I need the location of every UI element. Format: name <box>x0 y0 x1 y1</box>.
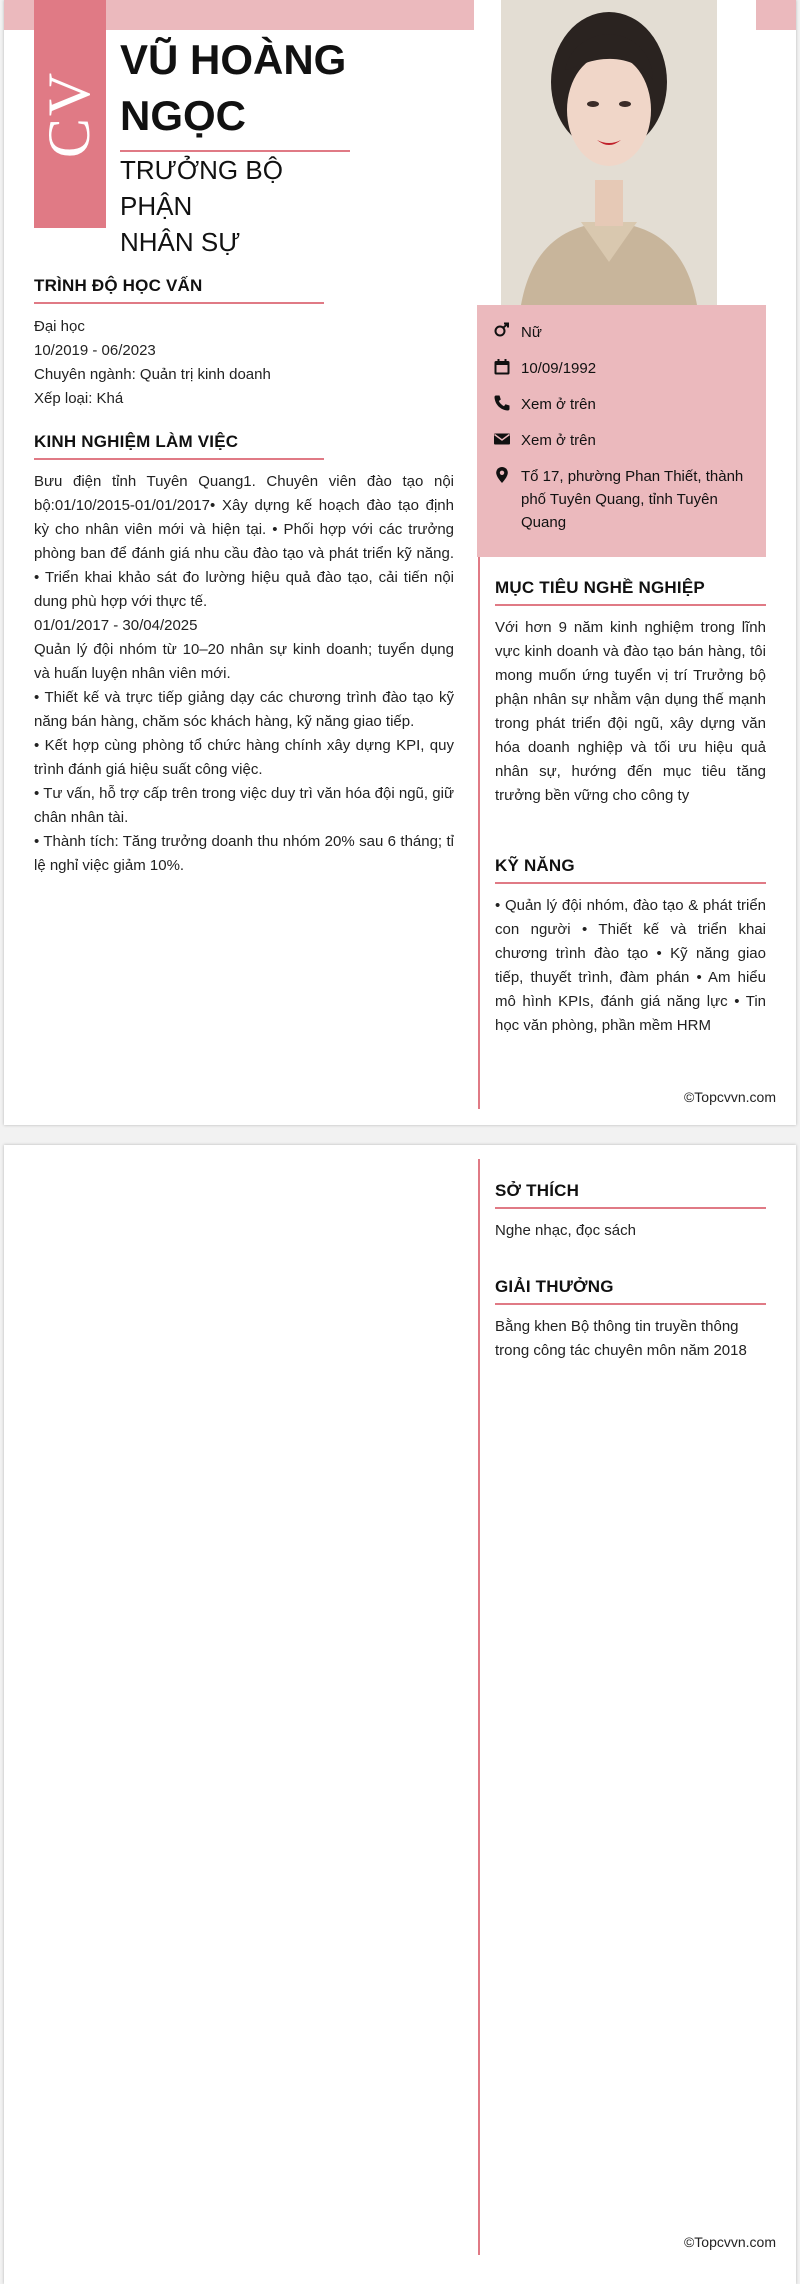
job-title: TRƯỞNG BỘ PHẬN NHÂN SỰ <box>120 155 283 257</box>
calendar-icon <box>493 358 511 376</box>
sidebar-divider-page2 <box>478 1159 480 2255</box>
candidate-name: VŨ HOÀNG NGỌC <box>120 36 347 139</box>
cv-badge-label: CV <box>36 70 103 158</box>
objective-divider <box>495 604 766 606</box>
education-title: TRÌNH ĐỘ HỌC VẤN <box>34 276 203 295</box>
cv-page-1 <box>4 0 796 1125</box>
experience-title: KINH NGHIỆM LÀM VIỆC <box>34 432 239 451</box>
contact-birthday: 10/09/1992 <box>493 357 751 380</box>
objective-title: MỤC TIÊU NGHỀ NGHIỆP <box>495 578 705 597</box>
sidebar-divider <box>478 557 480 1109</box>
footer-credit: ©Topcvvn.com <box>683 1089 776 1105</box>
education-content: Đại học 10/2019 - 06/2023 Chuyên ngành: Quản trị kinh doanh Xếp loại: Khá <box>34 318 271 407</box>
contact-box <box>477 305 766 557</box>
contact-address: Tổ 17, phường Phan Thiết, thành phố Tuyên Quang, tỉnh Tuyên Quang <box>493 465 751 534</box>
map-pin-icon <box>493 466 511 484</box>
gender-icon <box>493 322 511 340</box>
cv-badge <box>34 0 106 228</box>
contact-email: Xem ở trên <box>493 429 751 452</box>
objective-text: Với hơn 9 năm kinh nghiệm trong lĩnh vực kinh doanh và đào tạo bán hàng, tôi mong muốn ứng tuyển vị trí Trưởng bộ phận nhân sự nhằm vận dụng thế mạnh trong phát triển đội ngũ, xây dựng văn hóa doanh nghiệp và tối ưu hiệu quả nhân sự, hướng đến mục tiêu tăng trưởng bền vững cho công ty <box>495 619 766 804</box>
hobbies-title: SỞ THÍCH <box>495 1181 580 1200</box>
envelope-icon <box>493 430 511 448</box>
experience-content: Bưu điện tỉnh Tuyên Quang1. Chuyên viên đào tạo nội bộ:01/10/2015-01/01/2017• Xây dựng kế hoạch đào tạo định kỳ cho nhân viên mới và hiện tại. • Phối hợp với các trưởng phòng ban để đánh giá nhu cầu đào tạo và phát triển kỹ năng. • Triển khai khảo sát đo lường hiệu quả đào tạo, cải tiến nội dung phù hợp với thực tế. 01/01/2017 - 30/04/2025 Quản lý đội nhóm từ 10–20 nhân sự kinh doanh; tuyển dụng và huấn luyện nhân viên mới. • Thiết kế và trực tiếp giảng dạy các chương trình đào tạo kỹ năng bán hàng, chăm sóc khách hàng, kỹ năng giao tiếp. • Kết hợp cùng phòng tổ chức hàng chính xây dựng KPI, quy trình đánh giá hiệu suất công việc. • Tư vấn, hỗ trợ cấp trên trong việc duy trì văn hóa đội ngũ, giữ chân nhân tài. • Thành tích: Tăng trưởng doanh thu nhóm 20% sau 6 tháng; tỉ lệ nghỉ việc giảm 10%. <box>34 473 454 874</box>
footer-credit-page2: ©Topcvvn.com <box>683 2234 776 2250</box>
awards-title: GIẢI THƯỞNG <box>495 1277 614 1296</box>
skills-divider <box>495 882 766 884</box>
hobbies-divider <box>495 1207 766 1209</box>
contact-gender: Nữ <box>493 321 751 344</box>
awards-divider <box>495 1303 766 1305</box>
profile-photo <box>501 0 717 305</box>
phone-icon <box>493 394 511 412</box>
contact-phone: Xem ở trên <box>493 393 751 416</box>
header-strip-right <box>756 0 796 30</box>
skills-text: • Quản lý đội nhóm, đào tạo & phát triển con người • Thiết kế và triển khai chương trình đào tạo • Kỹ năng giao tiếp, thuyết trình, đàm phán • Am hiểu mô hình KPIs, đánh giá năng lực • Tin học văn phòng, phần mềm HRM <box>495 897 766 1034</box>
skills-title: KỸ NĂNG <box>495 856 575 875</box>
awards-text: Bằng khen Bộ thông tin truyền thông trong công tác chuyên môn năm 2018 <box>495 1318 747 1359</box>
cv-page-2 <box>4 1145 796 2284</box>
education-divider <box>34 302 324 304</box>
hobbies-text: Nghe nhạc, đọc sách <box>495 1222 636 1239</box>
experience-divider <box>34 458 324 460</box>
